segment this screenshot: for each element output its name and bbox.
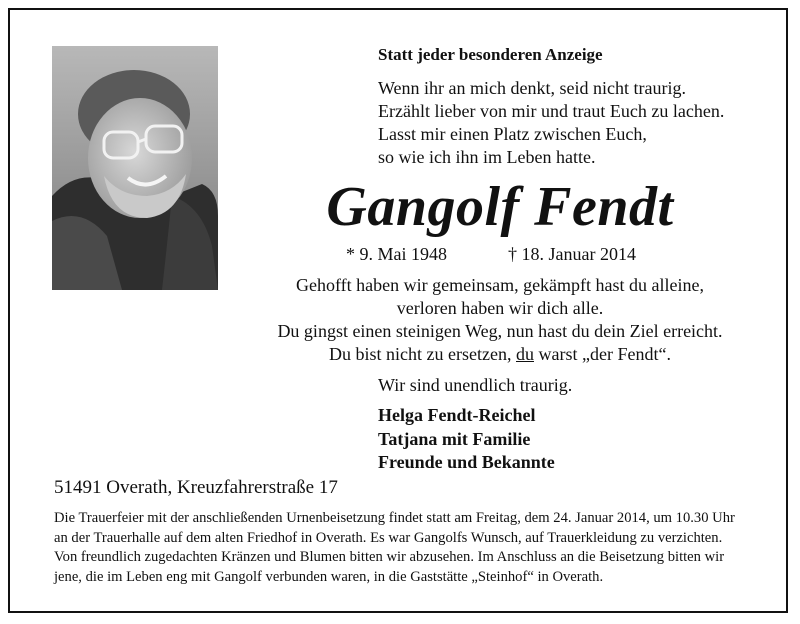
- notice-line: Die Trauerfeier mit der anschließenden Urnenbeisetzung findet statt am Freitag, dem 24. Januar 2014, um 10.30 Uhr: [54, 510, 735, 526]
- verse-line: Gehofft haben wir gemeinsam, gekämpft hast du alleine,: [295, 275, 705, 295]
- verse-text: Du bist nicht zu ersetzen,: [329, 344, 516, 364]
- address: 51491 Overath, Kreuzfahrerstraße 17: [54, 477, 338, 498]
- sadness-statement: Wir sind unendlich traurig.: [378, 375, 573, 395]
- deceased-name: Gangolf Fendt: [326, 176, 674, 238]
- notice-line: Von freundlich zugedachten Kränzen und Blumen bitten wir abzusehen. Im Anschluss an die Beisetzung bitten wir: [54, 549, 725, 565]
- notice-line: an der Trauerhalle auf dem alten Friedhof in Overath. Es war Gangolfs Wunsch, auf Trauerkleidung zu verzichten.: [54, 529, 723, 546]
- mourner-name: Tatjana mit Familie: [378, 428, 531, 449]
- poem-line: Wenn ihr an mich denkt, seid nicht traurig.: [378, 78, 686, 98]
- poem: [378, 77, 724, 169]
- verse-line: Du gingst einen steinigen Weg, nun hast du dein Ziel erreicht.: [277, 321, 723, 341]
- birth-date: * 9. Mai 1948: [346, 244, 447, 264]
- death-date: † 18. Januar 2014: [508, 244, 636, 264]
- header-title: Statt jeder besonderen Anzeige: [378, 45, 603, 64]
- mourner-name: Helga Fendt-Reichel: [378, 405, 536, 425]
- memorial-verse: [240, 274, 760, 366]
- notice-line: jene, die im Leben eng mit Gangolf verbunden waren, in die Gaststätte „Steinhof“ in Overath.: [54, 568, 604, 585]
- verse-text: warst „der Fendt“.: [534, 344, 671, 364]
- poem-line: so wie ich ihn im Leben hatte.: [378, 147, 596, 167]
- poem-line: Lasst mir einen Platz zwischen Euch,: [378, 124, 647, 144]
- portrait-photo: [52, 46, 218, 290]
- mourner-name: Freunde und Bekannte: [378, 452, 555, 472]
- verse-line: [240, 343, 760, 366]
- verse-line: verloren haben wir dich alle.: [396, 298, 604, 318]
- funeral-notice: [54, 509, 784, 587]
- mourners-list: [378, 404, 555, 475]
- poem-line: Erzählt lieber von mir und traut Euch zu lachen.: [378, 101, 725, 121]
- verse-underlined-word: du: [516, 344, 534, 364]
